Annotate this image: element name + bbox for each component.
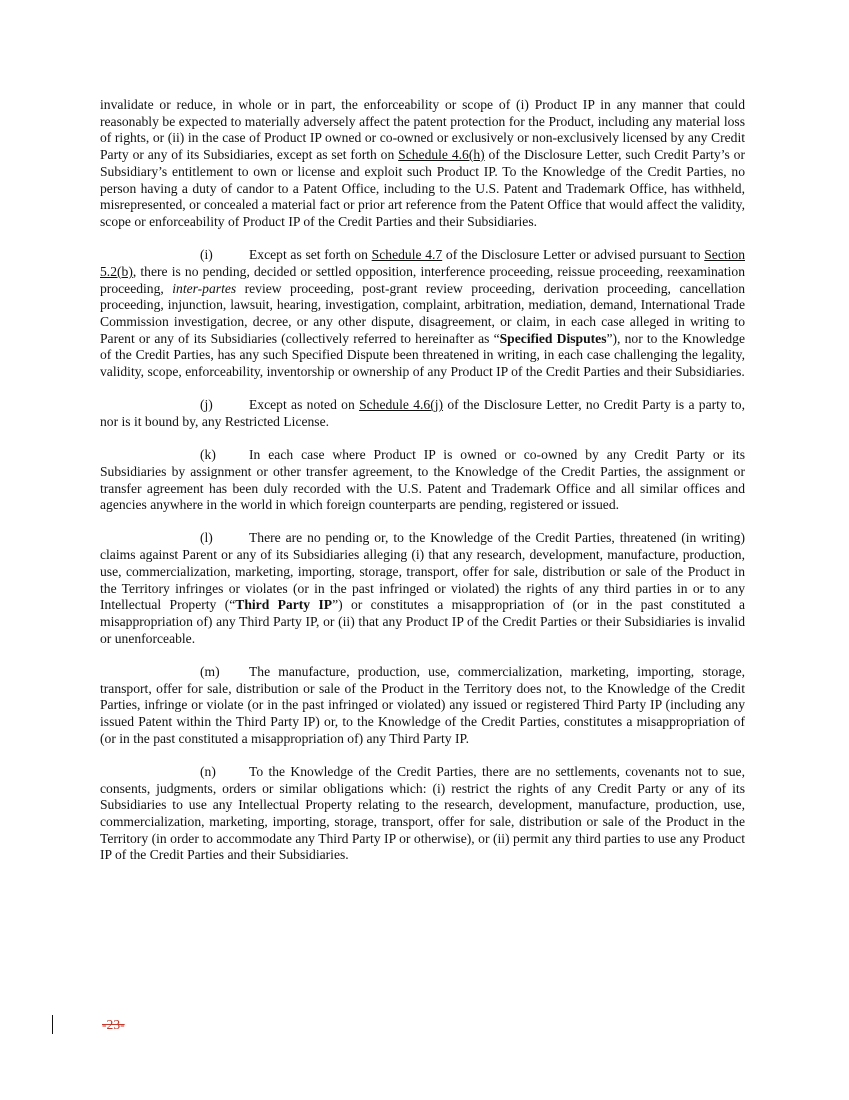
clause-number: (m) <box>200 663 220 679</box>
text: ”) or constitutes a misappropriation of (or in the past constituted a misappropriation of) any Third Party IP, or (ii) that any Product IP of the Credit Parties or their Subsidiaries is invalid or unenforceable. <box>100 597 745 646</box>
text: review proceeding, post-grant review proceeding, derivation proceeding, cancellation proceeding, injunction, lawsuit, hearing, investigation, complaint, arbitration, mediation, demand, International Trade Commission investigation, decree, or any other dispute, disagreement, or claim, in each case alleged in writing to Parent or any of its Subsidiaries (collectively referred to hereinafter as “ <box>100 280 746 346</box>
schedule-reference: Schedule 4.7 <box>371 247 443 263</box>
text: There are no pending or, to the Knowledge of the Credit Parties, threatened (in writing) claims against Parent or any of its Subsidiaries alleging (i) that any research, development, manufacture, production, use, commercialization, marketing, importing, storage, transport, offer for sale, distribution or sale of the Product in the Territory infringes or violates (or in the past infringed or violated) the rights of any third parties in or to any Intellectual Property (“ <box>100 530 745 613</box>
paragraph-i <box>100 247 745 381</box>
schedule-reference: Schedule 4.6(j) <box>359 397 444 413</box>
page-footer <box>52 1015 252 1035</box>
section-reference: Section 5.2(b) <box>100 247 745 279</box>
clause-number: (l) <box>200 530 213 546</box>
clause-number: (j) <box>200 397 213 413</box>
clause-number: (n) <box>200 763 216 779</box>
text: invalidate or reduce, in whole or in part, the enforceability or scope of (i) Product IP in any manner that could reasonably be expected to materially adversely affect the patent protection for the Product, including any material loss of rights, or (ii) in the case of Product IP owned or co-owned or exclusively or non-exclusively licensed by any Credit Party or any of its Subsidiaries, except as set forth on <box>100 97 745 163</box>
italic-term: inter-partes <box>172 280 237 296</box>
paragraph-k <box>100 447 745 514</box>
text: of the Disclosure Letter, no Credit Party is a party to, nor is it bound by, any Restricted License. <box>100 397 745 429</box>
page-number: -23- <box>102 1017 125 1032</box>
document-page <box>100 97 745 881</box>
text: To the Knowledge of the Credit Parties, there are no settlements, covenants not to sue, consents, judgments, orders or similar obligations which: (i) restrict the rights of any Credit Party or any of its Subsidiaries to use any Intellectual Property relating to the research, development, manufacture, production, use, commercialization, marketing, importing, storage, transport, offer for sale, distribution or sale of the Product in the Territory (in order to accommodate any Third Party IP or otherwise), or (ii) permit any third parties to use any Product IP of the Credit Parties and their Subsidiaries. <box>100 763 745 863</box>
paragraph-j <box>100 397 745 430</box>
text: In each case where Product IP is owned or co-owned by any Credit Party or its Subsidiaries by assignment or other transfer agreement, to the Knowledge of the Credit Parties, the assignment or transfer agreement has been duly recorded with the U.S. Patent and Trademark Office and all similar offices and agencies anywhere in the world in which foreign counterparts are pending, registered or issued. <box>100 447 745 513</box>
text: , there is no pending, decided or settled opposition, interference proceeding, reissue proceeding, reexamination proceeding, <box>100 263 745 296</box>
clause-number: (i) <box>200 247 213 263</box>
text: ”), nor to the Knowledge of the Credit Parties, has any such Specified Dispute been threatened in writing, in each case challenging the legality, validity, scope, enforceability, inventorship or ownership of any Product IP of the Credit Parties and their Subsidiaries. <box>100 330 745 380</box>
change-bar <box>52 1015 53 1034</box>
paragraph-m <box>100 664 745 748</box>
text: Except as noted on <box>249 397 360 413</box>
text: of the Disclosure Letter, such Credit Party’s or Subsidiary’s entitlement to own or license and exploit such Product IP. To the Knowledge of the Credit Parties, no person having a duty of candor to a Patent Office, including to the U.S. Patent and Trademark Office, has withheld, misrepresented, or concealed a material fact or prior art reference from the Patent Office that would affect the validity, scope or enforceability of Product IP of the Credit Parties and their Subsidiaries. <box>100 147 745 229</box>
schedule-reference: Schedule 4.6(h) <box>398 147 485 163</box>
paragraph-h-continuation <box>100 97 745 231</box>
defined-term: Specified Disputes <box>499 330 607 346</box>
paragraph-l <box>100 530 745 647</box>
text: Except as set forth on <box>249 247 372 263</box>
clause-number: (k) <box>200 447 216 463</box>
defined-term: Third Party IP <box>235 597 333 613</box>
paragraph-n <box>100 764 745 864</box>
text: The manufacture, production, use, commercialization, marketing, importing, storage, transport, offer for sale, distribution or sale of the Product in the Territory does not, to the Knowledge of the Credit Parties, infringe or violate (or in the past infringed or violated) any issued or registered Third Party IP (including any issued Patent within the Third Party IP) or, to the Knowledge of the Credit Parties, constitutes a misappropriation of (or in the past constituted a misappropriation of) any Third Party IP. <box>100 663 745 746</box>
text: of the Disclosure Letter or advised pursuant to <box>442 247 705 263</box>
